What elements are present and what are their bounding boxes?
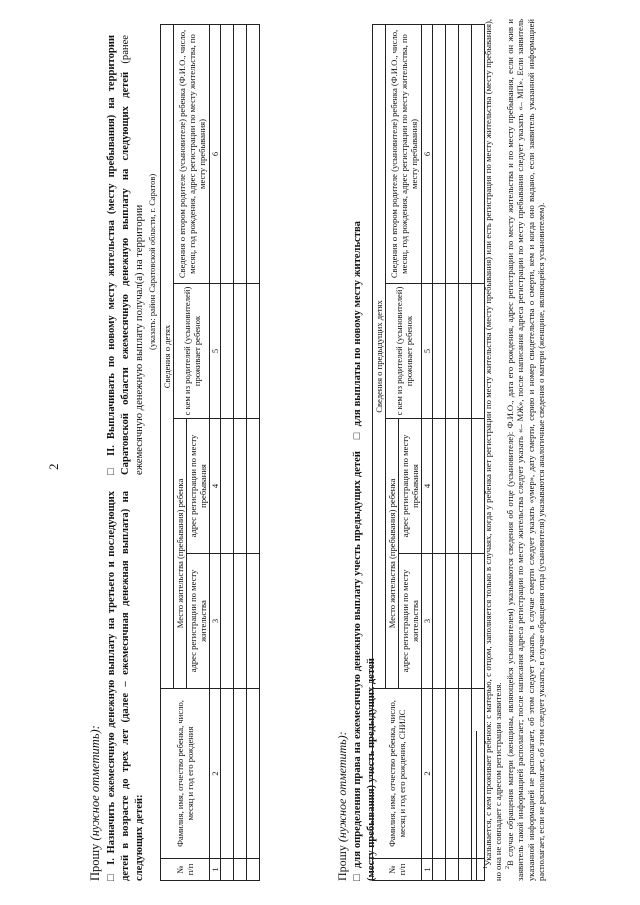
- section-2-checkbox[interactable]: □: [105, 464, 117, 475]
- previous-children-table: [372, 24, 485, 881]
- section-2-note: (ранее ежемесячную денежную выплату получал(а) на территории: [120, 35, 145, 475]
- table-cell[interactable]: [221, 284, 234, 419]
- header-with-parent: с кем из родителей (усыновителей) проживает ребенок: [386, 284, 422, 419]
- table-row: [433, 24, 446, 880]
- table-cell[interactable]: [247, 554, 260, 689]
- column-numbers-row: [422, 24, 433, 880]
- request-line-1: [88, 725, 103, 881]
- table-cell[interactable]: [247, 284, 260, 419]
- previous-children-text: для определения права на ежемесячную денежную выплату учесть предыдущих детей: [352, 451, 363, 869]
- header-no: № п/п: [373, 859, 422, 881]
- table-cell[interactable]: [433, 419, 446, 554]
- footnote-2-text: В случае обращения матери (женщины, являющейся усыновителем) указываются сведения об отце (усыновителе): Ф.И.О., дата его рождения, адрес регистрации по месту жительства и по месту пребывания, если он жив и заявитель такой информацией располагает; после написания адреса регистрации по месту жительства следует указать «– МЖ», после написания адреса регистрации по месту пребывания следует указать «– МП». Если заявитель указанной информацией не располагает, об этом следует указать, в случае смерти следует указать «умер», дату смерти, серию и номер свидетельства о смерти, кем и когда оно выдано, если заявитель указанной информацией располагает, если не располагает, об этом следует указать; в случае обращения отца (усыновителя) указываются аналогичные сведения о матери (женщине, являющейся усыновителем).: [505, 19, 546, 881]
- footnote-1: $^1$Указывается, с кем проживает ребенок: с матерью, с отцом, заполняется только в случаях, когда у ребенка нет регистрации по месту жительства (месту пребывания) или есть регистрация по месту жительства (месту пребывания), но она не совпадает с адресом регистрации заявителя.: [482, 19, 504, 881]
- table-cell[interactable]: [221, 859, 234, 881]
- header-no: № п/п: [161, 859, 210, 881]
- table-row: [446, 24, 459, 880]
- header-second-parent: Сведения о втором родителе (усыновителе) ребенка (Ф.И.О., число, месяц, год рождения, адрес регистрации по месту жительства, по месту пребывания): [174, 24, 210, 283]
- col-number: 4: [210, 419, 221, 554]
- table-cell[interactable]: [459, 24, 472, 283]
- header-fio: Фамилия, имя, отчество ребенка, число, месяц и год его рождения: [161, 689, 210, 859]
- request-hint: (нужное отметить):: [335, 731, 349, 843]
- request-label: Прошу: [88, 843, 102, 881]
- request-line-2: [335, 731, 350, 881]
- children-table: [160, 24, 260, 881]
- footnotes: [481, 19, 546, 881]
- section-1-text: I. Назначить ежемесячную денежную выплату на третьего и последующих детей в возрасте до трех лет (далее – ежемесячная денежная выплата) на следующих детей:: [106, 491, 145, 881]
- table-cell[interactable]: [446, 24, 459, 283]
- col-number: 2: [422, 689, 433, 859]
- table-cell[interactable]: [459, 419, 472, 554]
- header-place: Место жительства (пребывания) ребенка: [386, 419, 399, 689]
- header-group: Сведения о детях: [161, 24, 174, 688]
- table-cell[interactable]: [433, 859, 446, 881]
- header-place: Место жительства (пребывания) ребенка: [174, 419, 187, 689]
- table-cell[interactable]: [459, 859, 472, 881]
- page-number: 2: [46, 463, 61, 470]
- col-number: 4: [422, 419, 433, 554]
- header-group: Сведения о предыдущих детях: [373, 24, 386, 688]
- table-row: [234, 24, 247, 880]
- table-cell[interactable]: [446, 689, 459, 859]
- request-label: Прошу: [335, 845, 349, 881]
- table-cell[interactable]: [247, 689, 260, 859]
- table-row: [247, 24, 260, 880]
- header-addr-stay: адрес регистрации по месту пребывания: [187, 419, 210, 554]
- table-cell[interactable]: [221, 554, 234, 689]
- table-cell[interactable]: [247, 859, 260, 881]
- district-hint: (указать: район Саратовской области, г. Саратов): [147, 173, 157, 350]
- new-residence-checkbox[interactable]: □: [351, 432, 363, 440]
- table-cell[interactable]: [459, 554, 472, 689]
- header-second-parent: Сведения о втором родителе (усыновителе) ребенка (Ф.И.О., число, месяц, год рождения, адрес регистрации по месту жительства, по месту пребывания): [386, 24, 422, 283]
- table-cell[interactable]: [446, 859, 459, 881]
- section-1-paragraph: [104, 491, 147, 881]
- table-cell[interactable]: [234, 284, 247, 419]
- table-cell[interactable]: [234, 24, 247, 283]
- col-number: 2: [210, 689, 221, 859]
- table-cell[interactable]: [234, 859, 247, 881]
- header-with-parent: с кем из родителей (усыновителей) проживает ребенок: [174, 284, 210, 419]
- table-cell[interactable]: [247, 24, 260, 283]
- col-number: 6: [210, 24, 221, 283]
- table-row: [221, 24, 234, 880]
- table-row: [459, 24, 472, 880]
- section-2-text: II. Выплачивать по новому месту жительства (месту пребывания) на территории Саратовской области ежемесячную денежную выплату на следующих детей: [106, 35, 131, 475]
- table-cell[interactable]: [247, 419, 260, 554]
- table-cell[interactable]: [446, 284, 459, 419]
- table-cell[interactable]: [433, 24, 446, 283]
- section-2-paragraph: [104, 35, 147, 475]
- header-addr-stay: адрес регистрации по месту пребывания: [399, 419, 422, 554]
- header-addr-residence: адрес регистрации по месту жительства: [399, 554, 422, 689]
- column-numbers-row: [210, 24, 221, 880]
- table-cell[interactable]: [433, 689, 446, 859]
- table-cell[interactable]: [221, 689, 234, 859]
- table-cell[interactable]: [234, 554, 247, 689]
- col-number: 3: [210, 554, 221, 689]
- table-cell[interactable]: [221, 419, 234, 554]
- table-cell[interactable]: [221, 24, 234, 283]
- new-residence-text: для выплаты по новому месту жительства (месту пребывания) учесть предыдущих детей: [352, 221, 377, 881]
- table-cell[interactable]: [433, 554, 446, 689]
- col-number: 1: [422, 859, 433, 881]
- footnote-1-text: Указывается, с кем проживает ребенок: с матерью, с отцом, заполняется только в случаях, когда у ребенка нет регистрации по месту жительства (месту пребывания) или есть регистрация по месту жительства (месту пребывания), но она не совпадает с адресом регистрации заявителя.: [482, 19, 504, 881]
- table-cell[interactable]: [234, 419, 247, 554]
- header-addr-residence: адрес регистрации по месту жительства: [187, 554, 210, 689]
- col-number: 6: [422, 24, 433, 283]
- table-cell[interactable]: [459, 689, 472, 859]
- col-number: 5: [210, 284, 221, 419]
- footnote-separator: [476, 731, 477, 881]
- section-1-checkbox[interactable]: □: [105, 872, 117, 881]
- footnote-2: $^2$В случае обращения матери (женщины, являющейся усыновителем) указываются сведения об отце (усыновителе): Ф.И.О., дата его рождения, адрес регистрации по месту жительства и по месту пребывания, если он жив и заявитель такой информацией располагает; после написания адреса регистрации по месту жительства следует указать «– МЖ», после написания адреса регистрации по месту пребывания следует указать «– МП». Если заявитель указанной информацией не располагает, об этом следует указать, в случае смерти следует указать «умер», дату смерти, серию и номер свидетельства о смерти, кем и когда оно выдано, если заявитель указанной информацией располагает, если не располагает, об этом следует указать; в случае обращения отца (усыновителя) указываются аналогичные сведения о матери (женщине, являющейся усыновителем).: [505, 19, 546, 881]
- table-cell[interactable]: [446, 419, 459, 554]
- col-number: 3: [422, 554, 433, 689]
- table-cell[interactable]: [446, 554, 459, 689]
- table-cell[interactable]: [234, 689, 247, 859]
- table-cell[interactable]: [459, 284, 472, 419]
- previous-children-checkbox[interactable]: □: [351, 874, 363, 881]
- col-number: 1: [210, 859, 221, 881]
- table-cell[interactable]: [433, 284, 446, 419]
- header-fio: Фамилия, имя, отчество ребенка, число, месяц и год его рождения, СНИЛС: [373, 689, 422, 859]
- request-hint: (нужное отметить):: [88, 725, 102, 841]
- col-number: 5: [422, 284, 433, 419]
